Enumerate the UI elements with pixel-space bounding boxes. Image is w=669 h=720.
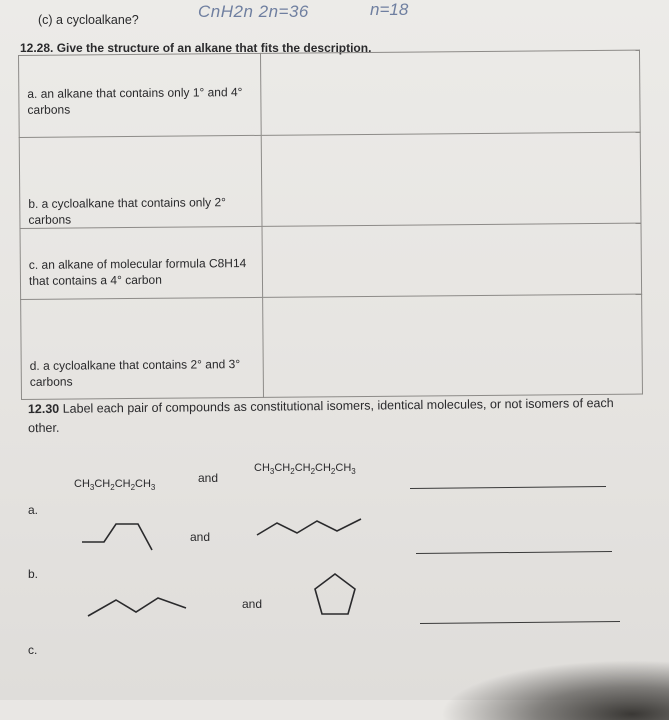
pair-b-and: and [190, 530, 211, 544]
pair-c-left-structure [86, 580, 196, 620]
pair-c-label: c. [28, 643, 38, 657]
row-d-answer-cell[interactable] [263, 294, 643, 397]
row-c-answer-cell[interactable] [262, 223, 642, 297]
pair-a-right-formula: $CH_3CH_2CH_2CH_2CH_3$ [254, 462, 356, 477]
row-c-line1: c. an alkane of molecular formula C8H14 [28, 256, 247, 272]
pair-b-left-structure [80, 510, 160, 560]
question-12-30-text: Label each pair of compounds as constitutional isomers, identical molecules, or not isomers of each other. [28, 396, 614, 436]
handwritten-note-n: n=18 [370, 0, 409, 19]
table-row [20, 223, 642, 299]
pair-a-and: and [198, 471, 219, 485]
pair-b-right-structure [255, 513, 365, 543]
pair-a-left-formula: $CH_3CH_2CH_2CH_3$ [74, 478, 156, 493]
table-row [19, 132, 641, 228]
row-b-line1: b. a cycloalkane that contains only 2° [28, 195, 226, 211]
pair-a-label: a. [28, 503, 39, 517]
zigzag-bonds [257, 519, 361, 535]
row-a-description [19, 53, 262, 137]
previous-question-c: (c) a cycloalkane? [38, 13, 139, 27]
pair-c-and: and [242, 597, 263, 611]
handwritten-note: CnH2n 2n=36 [198, 2, 309, 21]
row-a-line1: a. an alkane that contains only 1° and 4° [27, 85, 243, 101]
row-b-description [19, 135, 262, 228]
row-d-description [21, 297, 264, 399]
row-a-line2: carbons [27, 102, 71, 117]
cyclopentane-ring [315, 574, 355, 614]
row-d-line2: carbons [29, 374, 73, 389]
row-a-answer-cell[interactable] [260, 50, 640, 135]
row-b-line2: carbons [28, 212, 72, 227]
zigzag-bonds [82, 524, 152, 550]
question-12-30 [28, 394, 628, 438]
pair-c-right-structure [310, 570, 360, 620]
zigzag-bonds [88, 598, 186, 616]
table-row [19, 50, 641, 137]
shadow-corner [440, 660, 669, 720]
question-12-30-number: 12.30 [27, 401, 60, 417]
pair-b-label: b. [28, 567, 39, 581]
row-d-line1: d. a cycloalkane that contains 2° and 3° [29, 357, 241, 373]
row-c-description [20, 226, 263, 299]
row-c-line2: that contains a 4° carbon [28, 272, 162, 288]
row-b-answer-cell[interactable] [261, 132, 641, 226]
answer-table [18, 50, 643, 400]
question-12-28-title: 12.28. Give the structure of an alkane that fits the description. [20, 41, 372, 55]
table-row [21, 294, 643, 399]
